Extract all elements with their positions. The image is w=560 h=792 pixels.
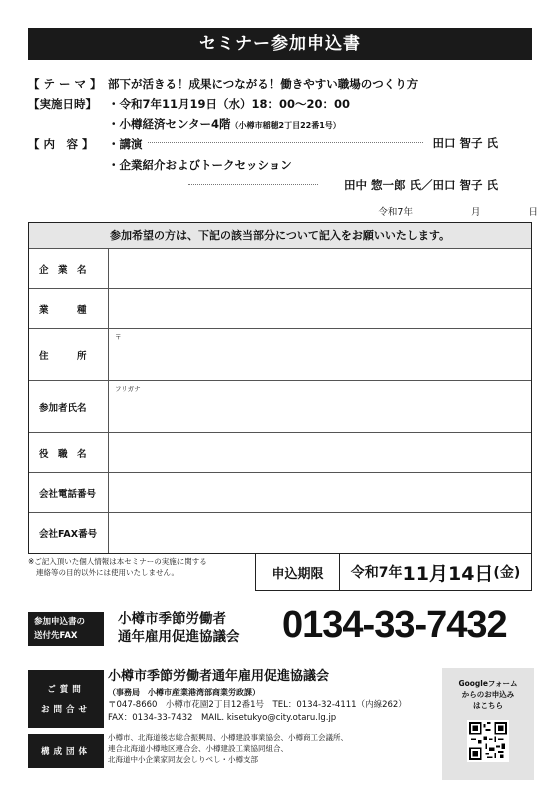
form-row-name (29, 381, 531, 433)
google-form-box[interactable]: Googleフォーム からのお申込み はこちら (442, 668, 534, 780)
datetime-label: 【実施日時】 (28, 97, 97, 111)
contact-office: （事務局 小樽市産業港湾部商業労政課） (108, 688, 260, 697)
form-row-company (29, 249, 531, 289)
page-title: セミナー参加申込書 (28, 28, 532, 60)
form-row-phone (29, 473, 531, 513)
speaker1: 田口 智子 氏 (432, 136, 498, 150)
participant-name-field[interactable] (109, 381, 531, 432)
privacy-note: ※ご記入頂いた個人情報は本セミナーの実施に関する 連絡等の目的以外には使用いたしません。 (28, 557, 207, 577)
contact-label: ご質問 お問合せ (28, 670, 104, 728)
theme-row (28, 74, 538, 94)
date-era: 令和7年 (378, 207, 413, 218)
address-field[interactable] (109, 329, 531, 380)
content-label: 【 内 容 】 (28, 137, 94, 151)
fax-number: 0134-33-7432 (282, 604, 507, 646)
speaker2-row (28, 177, 538, 195)
application-form (28, 222, 532, 554)
seminar-info (28, 74, 538, 195)
form-row-industry (29, 289, 531, 329)
fax-organization: 小樽市季節労働者 通年雇用促進協議会 (118, 611, 240, 645)
application-date (378, 204, 538, 218)
contact-org: 小樽市季節労働者通年雇用促進協議会 (108, 669, 330, 684)
date-month: 月 (470, 207, 481, 218)
members-label: 構成団体 (28, 734, 104, 768)
datetime-value: ・令和7年11月19日（水）18：00〜20：00 (108, 97, 351, 111)
deadline-label: 申込期限 (256, 554, 340, 590)
phone-label: 会社電話番号 (29, 473, 109, 512)
fax-label: 会社FAX番号 (29, 513, 109, 553)
content-row-2 (28, 155, 538, 175)
dotted-leader (188, 184, 318, 185)
venue-address: （小樽市稲穂2丁目22番1号） (230, 121, 341, 130)
members-list: 小樽市、北海道後志総合振興局、小樽建設事業協会、小樽商工会議所、 連合北海道小樽地区連合会、小樽建設工業協同組合、 北海道中小企業家同友会しりべし・小樽支部 (108, 733, 348, 764)
date-day: 日 (528, 207, 538, 218)
venue-row (28, 114, 538, 134)
qr-code-icon[interactable] (467, 720, 509, 762)
theme-label: 【 テ ー マ 】 (28, 77, 102, 91)
participant-name-label: 参加者氏名 (29, 381, 109, 432)
phone-field[interactable] (109, 473, 531, 512)
postal-mark: 〒 (115, 333, 122, 341)
form-row-fax (29, 513, 531, 553)
furigana-hint: フリガナ (115, 385, 141, 393)
speaker1-row (28, 135, 538, 153)
contact-address: 〒047-8660 小樽市花園2丁目12番1号 TEL：0134-32-4111（内線262） (108, 700, 407, 710)
form-row-address (29, 329, 531, 381)
company-field[interactable] (109, 249, 531, 288)
form-header: 参加希望の方は、下記の該当部分について記入をお願いいたします。 (29, 223, 531, 249)
industry-label: 業 種 (29, 289, 109, 328)
position-field[interactable] (109, 433, 531, 472)
content-item-session: ・企業紹介およびトークセッション (108, 158, 292, 172)
industry-field[interactable] (109, 289, 531, 328)
speaker2: 田中 惣一郎 氏／田口 智子 氏 (343, 178, 498, 192)
form-row-position (29, 433, 531, 473)
fax-destination-label: 参加申込書の 送付先FAX (28, 612, 104, 646)
position-label: 役 職 名 (29, 433, 109, 472)
theme-value: 部下が活きる！成果につながる！働きやすい職場のつくり方 (108, 77, 419, 91)
deadline-box (255, 553, 532, 591)
venue-value: ・小樽経済センター4階 (108, 117, 231, 131)
datetime-row (28, 94, 538, 114)
contact-fax-mail: FAX：0134-33-7432 MAIL. kisetukyo@city.otaru.lg.jp (108, 713, 337, 723)
company-label: 企 業 名 (29, 249, 109, 288)
contact-info (108, 668, 438, 725)
content-item-lecture: ・講演 (108, 137, 143, 151)
fax-field[interactable] (109, 513, 531, 553)
deadline-value: 令和7年 11月14日 (金) (350, 562, 521, 585)
address-label: 住 所 (29, 329, 109, 380)
dotted-leader (148, 142, 423, 143)
